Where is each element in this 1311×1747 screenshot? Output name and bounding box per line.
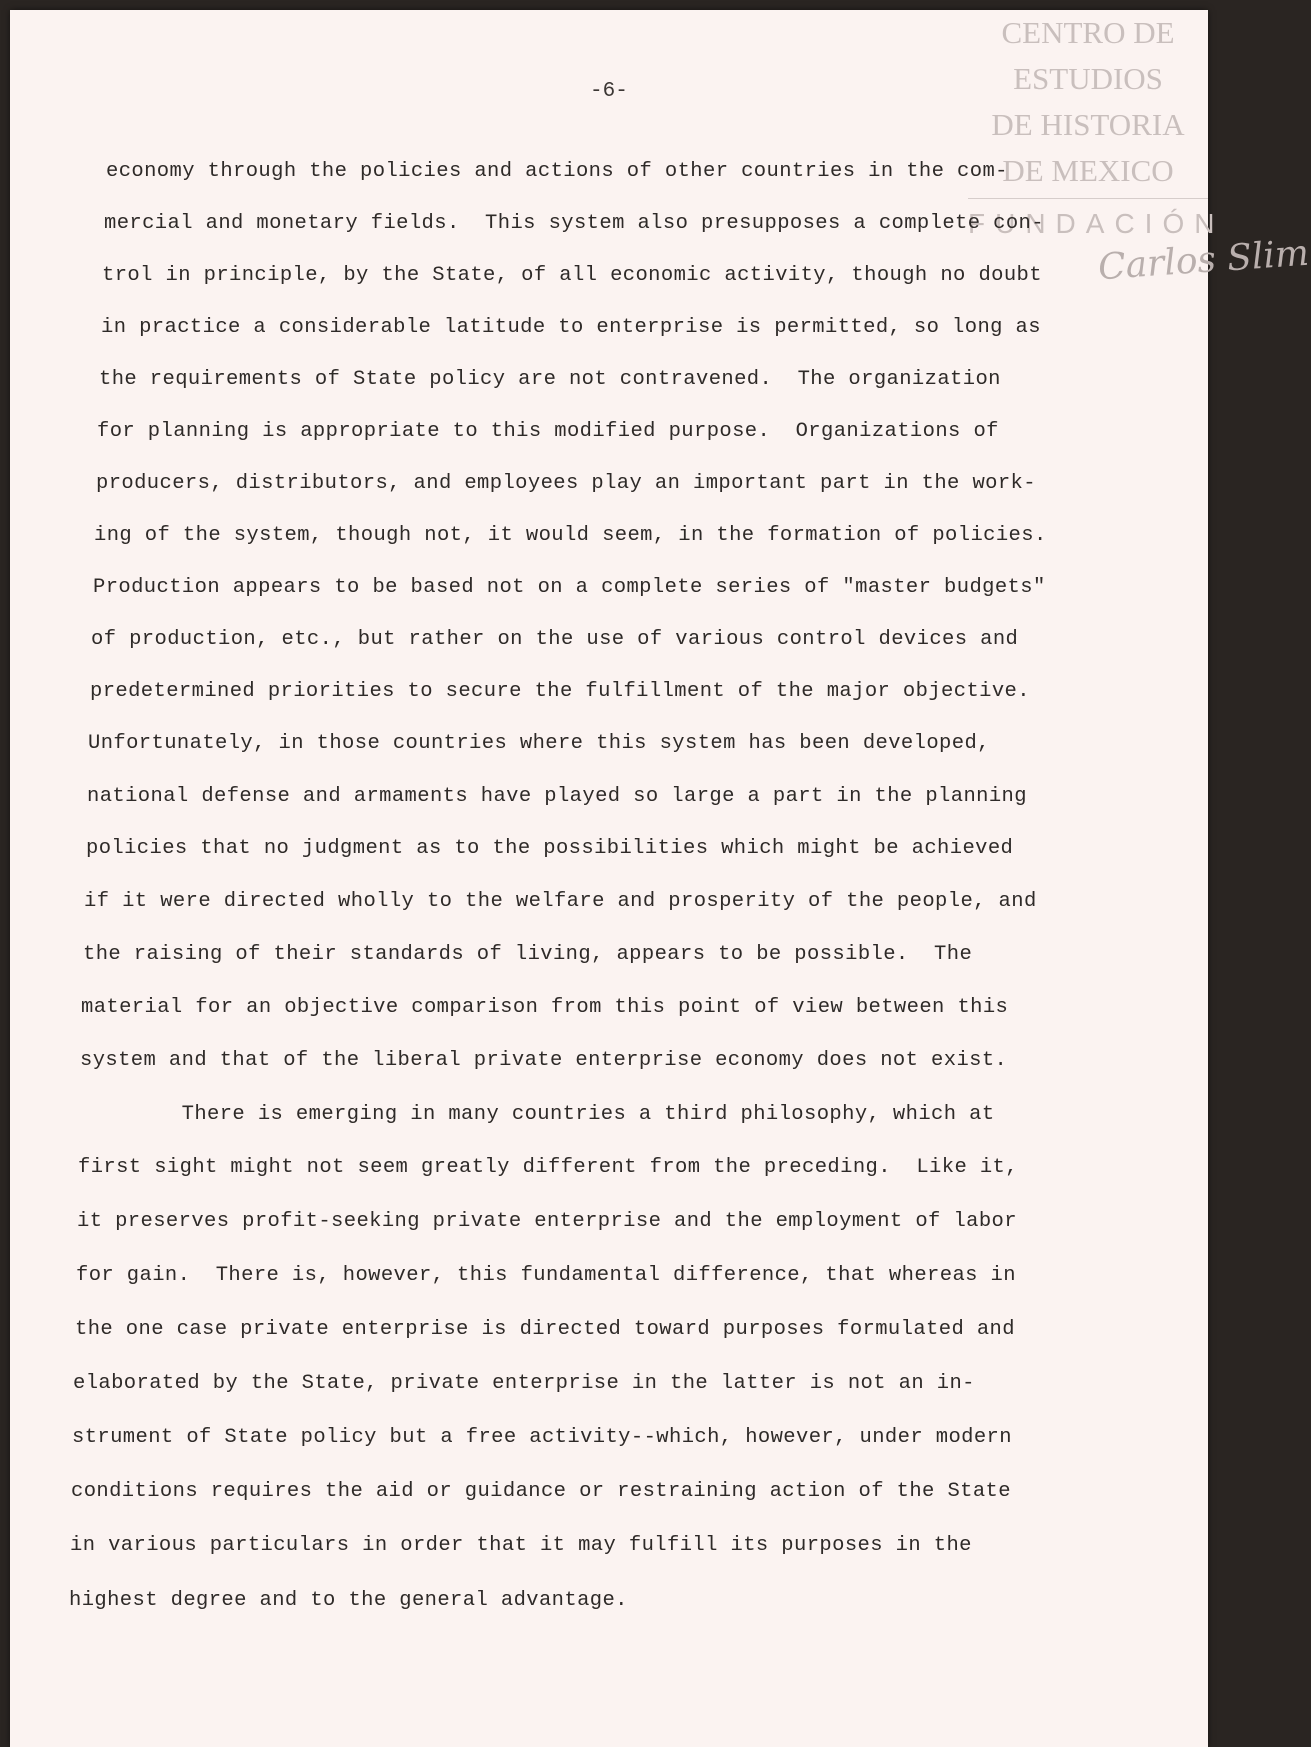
body-line: predetermined priorities to secure the fulfillment of the major objective. (90, 680, 1030, 703)
body-line: if it were directed wholly to the welfare and prosperity of the people, and (84, 890, 1037, 913)
body-line: national defense and armaments have played so large a part in the planning (87, 785, 1027, 808)
body-line: Unfortunately, in those countries where this system has been developed, (88, 732, 990, 755)
watermark-line: CENTRO DE (1001, 15, 1175, 50)
body-line: ing of the system, though not, it would seem, in the formation of policies. (94, 524, 1047, 547)
body-line: conditions requires the aid or guidance or restraining action of the State (71, 1480, 1011, 1503)
page-number: -6- (590, 80, 628, 103)
body-line: material for an objective comparison from this point of view between this (81, 996, 1009, 1019)
watermark-signature: Carlos Slim (1096, 232, 1311, 289)
body-line: for gain. There is, however, this fundamental difference, that whereas in (76, 1264, 1016, 1287)
watermark-org: FUNDACIÓN (968, 198, 1208, 247)
archive-watermark (968, 10, 1225, 239)
body-line: the requirements of State policy are not contravened. The organization (99, 368, 1001, 391)
body-line: the one case private enterprise is directed toward purposes formulated and (75, 1318, 1015, 1341)
watermark-line: ESTUDIOS (1013, 61, 1163, 96)
body-line: There is emerging in many countries a third philosophy, which at (80, 1103, 995, 1126)
body-line: mercial and monetary fields. This system also presupposes a complete con- (104, 212, 1044, 235)
body-line: system and that of the liberal private enterprise economy does not exist. (80, 1049, 1008, 1072)
body-line: for planning is appropriate to this modified purpose. Organizations of (97, 420, 999, 443)
body-line: in various particulars in order that it may fulfill its purposes in the (70, 1534, 972, 1557)
body-line: trol in principle, by the State, of all economic activity, though no doubt (102, 264, 1042, 287)
body-line: first sight might not seem greatly different from the preceding. Like it, (78, 1156, 1018, 1179)
watermark-line: DE MEXICO (1002, 153, 1174, 188)
body-line: strument of State policy but a free activity--which, however, under modern (72, 1426, 1012, 1449)
body-line: it preserves profit-seeking private enterprise and the employment of labor (77, 1210, 1017, 1233)
body-line: highest degree and to the general advantage. (69, 1589, 628, 1612)
watermark-line: DE HISTORIA (991, 107, 1185, 142)
document-page (10, 10, 1311, 1747)
body-line: producers, distributors, and employees play an important part in the work- (96, 472, 1036, 495)
body-line: of production, etc., but rather on the use of various control devices and (91, 628, 1019, 651)
body-line: economy through the policies and actions of other countries in the com- (106, 160, 1008, 183)
body-line: the raising of their standards of living, appears to be possible. The (83, 943, 973, 966)
body-line: Production appears to be based not on a complete series of "master budgets" (93, 576, 1046, 599)
body-line: policies that no judgment as to the possibilities which might be achieved (86, 837, 1014, 860)
body-line: in practice a considerable latitude to enterprise is permitted, so long as (101, 316, 1041, 339)
body-line: elaborated by the State, private enterprise in the latter is not an in- (73, 1372, 975, 1395)
